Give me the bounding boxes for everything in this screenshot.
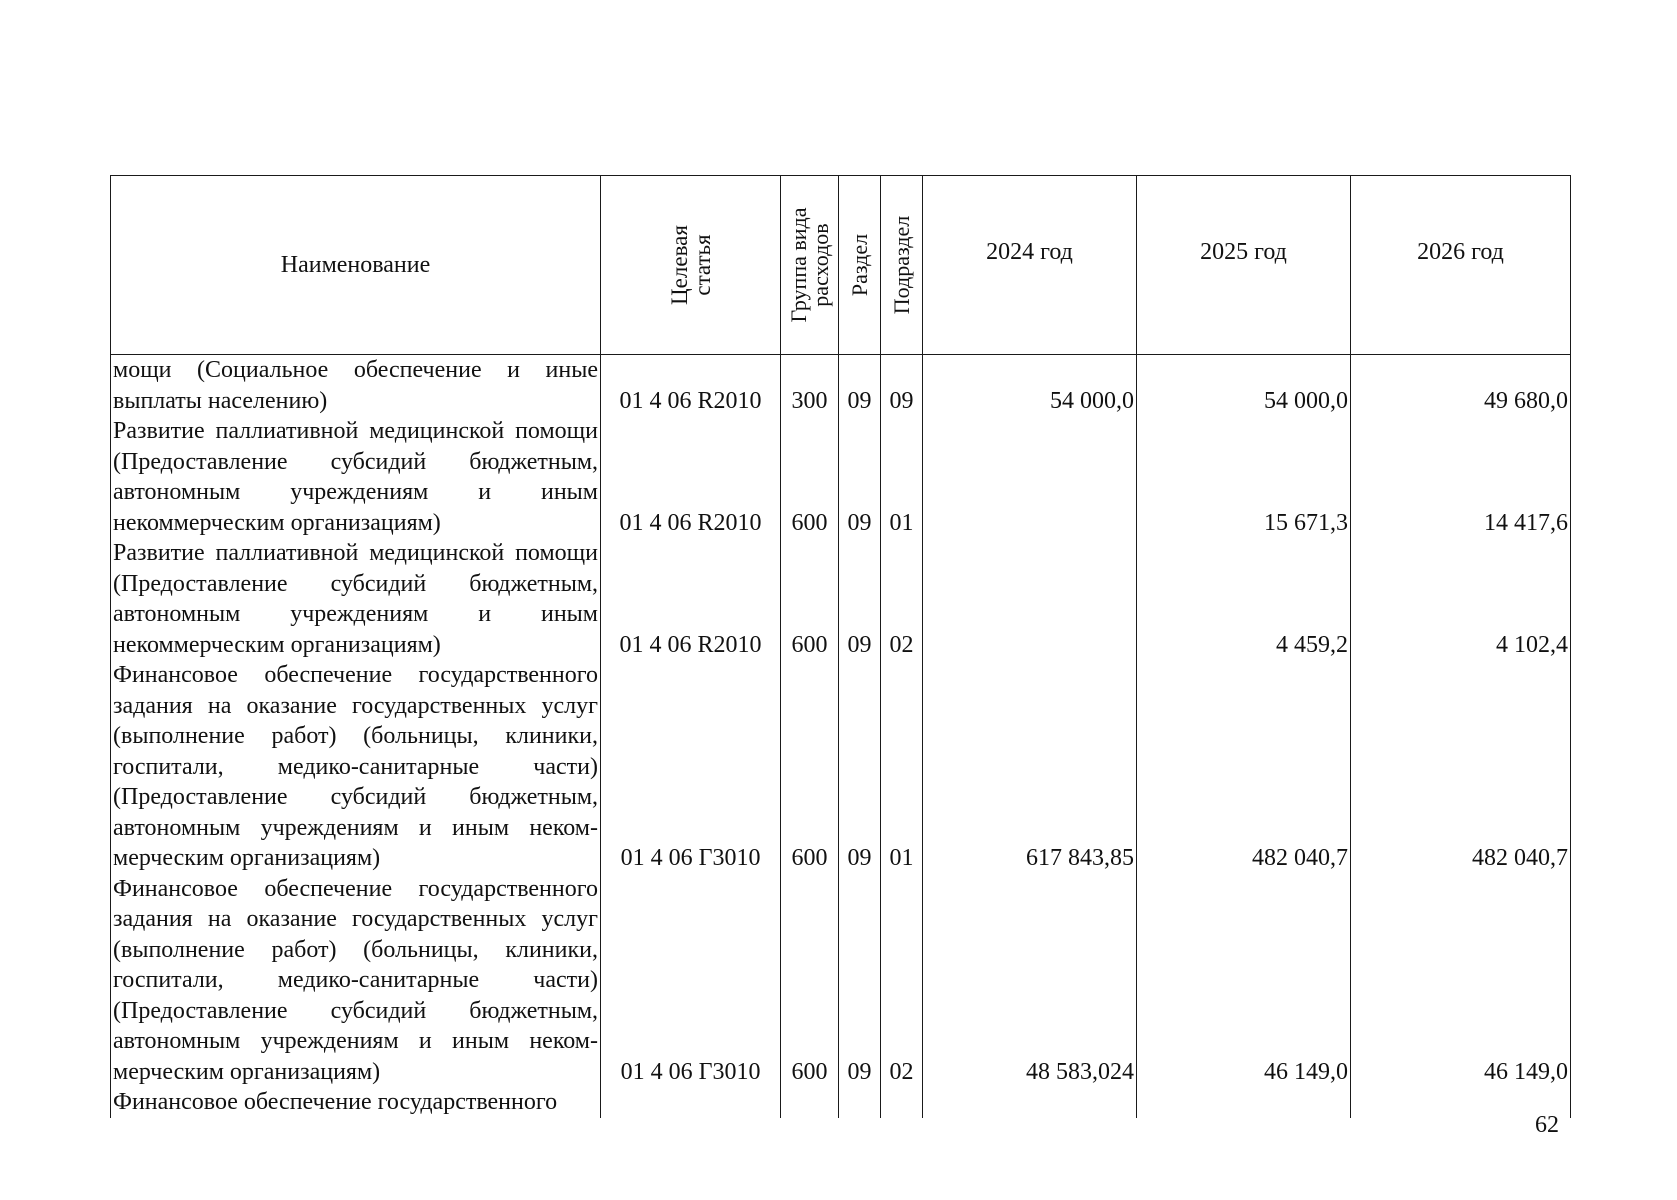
row-target: 01 4 06 Г3010 xyxy=(601,660,781,874)
row-value-2025 xyxy=(1137,1087,1351,1118)
row-section: 09 xyxy=(839,538,881,660)
row-subsection: 02 xyxy=(881,538,923,660)
table-row xyxy=(111,874,1571,1088)
table-row xyxy=(111,660,1571,874)
row-value-2026: 4 102,4 xyxy=(1351,538,1571,660)
row-value-2024 xyxy=(923,416,1137,538)
row-name: мощи (Социальное обеспечение и иные выплаты населению) xyxy=(111,355,601,417)
row-group: 600 xyxy=(781,874,839,1088)
table-row xyxy=(111,538,1571,660)
row-value-2025: 46 149,0 xyxy=(1137,874,1351,1088)
row-group: 300 xyxy=(781,355,839,417)
row-value-2024 xyxy=(923,1087,1137,1118)
row-name: Развитие паллиативной медицинской помощи (Предоставление субсидий бюджетным, автономным учреждениям и иным некоммерческим организациям) xyxy=(111,538,601,660)
row-value-2024 xyxy=(923,538,1137,660)
row-section: 09 xyxy=(839,355,881,417)
header-2025: 2025 год xyxy=(1137,176,1351,355)
row-value-2026: 46 149,0 xyxy=(1351,874,1571,1088)
header-subsection xyxy=(881,176,923,355)
table-row xyxy=(111,355,1571,417)
header-name: Наименование xyxy=(111,176,601,355)
header-section xyxy=(839,176,881,355)
row-section xyxy=(839,1087,881,1118)
row-value-2024: 48 583,024 xyxy=(923,874,1137,1088)
table-row-continued xyxy=(111,1087,1571,1118)
row-group xyxy=(781,1087,839,1118)
row-value-2024: 54 000,0 xyxy=(923,355,1137,417)
row-subsection xyxy=(881,1087,923,1118)
row-target: 01 4 06 R2010 xyxy=(601,416,781,538)
row-value-2026: 49 680,0 xyxy=(1351,355,1571,417)
row-group: 600 xyxy=(781,416,839,538)
row-name: Развитие паллиативной медицинской помощи (Предоставление субсидий бюджетным, автономным учреждениям и иным некоммерческим организациям) xyxy=(111,416,601,538)
header-section-label: Раздел xyxy=(846,233,872,297)
row-value-2025: 15 671,3 xyxy=(1137,416,1351,538)
row-name: Финансовое обеспечение государственного xyxy=(111,1087,601,1118)
header-target xyxy=(601,176,781,355)
header-2024: 2024 год xyxy=(923,176,1137,355)
row-name: Финансовое обеспечение государственного задания на оказание государственных услуг (выполнение работ) (больницы, клиники, госпитали, медико-санитарные части) (Предоставление субсидий бюджетным, автономным учреждениям и иным некоммерческим организациям) xyxy=(111,874,601,1088)
row-value-2024: 617 843,85 xyxy=(923,660,1137,874)
row-subsection: 09 xyxy=(881,355,923,417)
budget-table-container xyxy=(110,175,1570,1115)
table-body xyxy=(111,355,1571,1118)
row-subsection: 01 xyxy=(881,416,923,538)
row-value-2025: 54 000,0 xyxy=(1137,355,1351,417)
row-name: Финансовое обеспечение государственного задания на оказание государственных услуг (выполнение работ) (больницы, клиники, госпитали, медико-санитарные части) (Предоставление субсидий бюджетным, автономным учреждениям и иным некоммерческим организациям) xyxy=(111,660,601,874)
row-section: 09 xyxy=(839,660,881,874)
header-group-label: Группа вида расходов xyxy=(785,207,833,323)
page-number: 62 xyxy=(1535,1112,1559,1138)
row-value-2025: 4 459,2 xyxy=(1137,538,1351,660)
row-target: 01 4 06 Г3010 xyxy=(601,874,781,1088)
row-target: 01 4 06 R2010 xyxy=(601,355,781,417)
header-2026: 2026 год xyxy=(1351,176,1571,355)
row-section: 09 xyxy=(839,416,881,538)
row-target: 01 4 06 R2010 xyxy=(601,538,781,660)
row-subsection: 01 xyxy=(881,660,923,874)
row-group: 600 xyxy=(781,660,839,874)
budget-table xyxy=(110,175,1571,1118)
header-subsection-label: Подраздел xyxy=(888,215,914,315)
row-value-2026: 482 040,7 xyxy=(1351,660,1571,874)
row-value-2025: 482 040,7 xyxy=(1137,660,1351,874)
row-section: 09 xyxy=(839,874,881,1088)
row-subsection: 02 xyxy=(881,874,923,1088)
header-row xyxy=(111,176,1571,355)
table-row xyxy=(111,416,1571,538)
table-header xyxy=(111,176,1571,355)
row-group: 600 xyxy=(781,538,839,660)
row-value-2026: 14 417,6 xyxy=(1351,416,1571,538)
header-target-label: Целевая статья xyxy=(666,225,715,305)
header-group xyxy=(781,176,839,355)
row-target xyxy=(601,1087,781,1118)
